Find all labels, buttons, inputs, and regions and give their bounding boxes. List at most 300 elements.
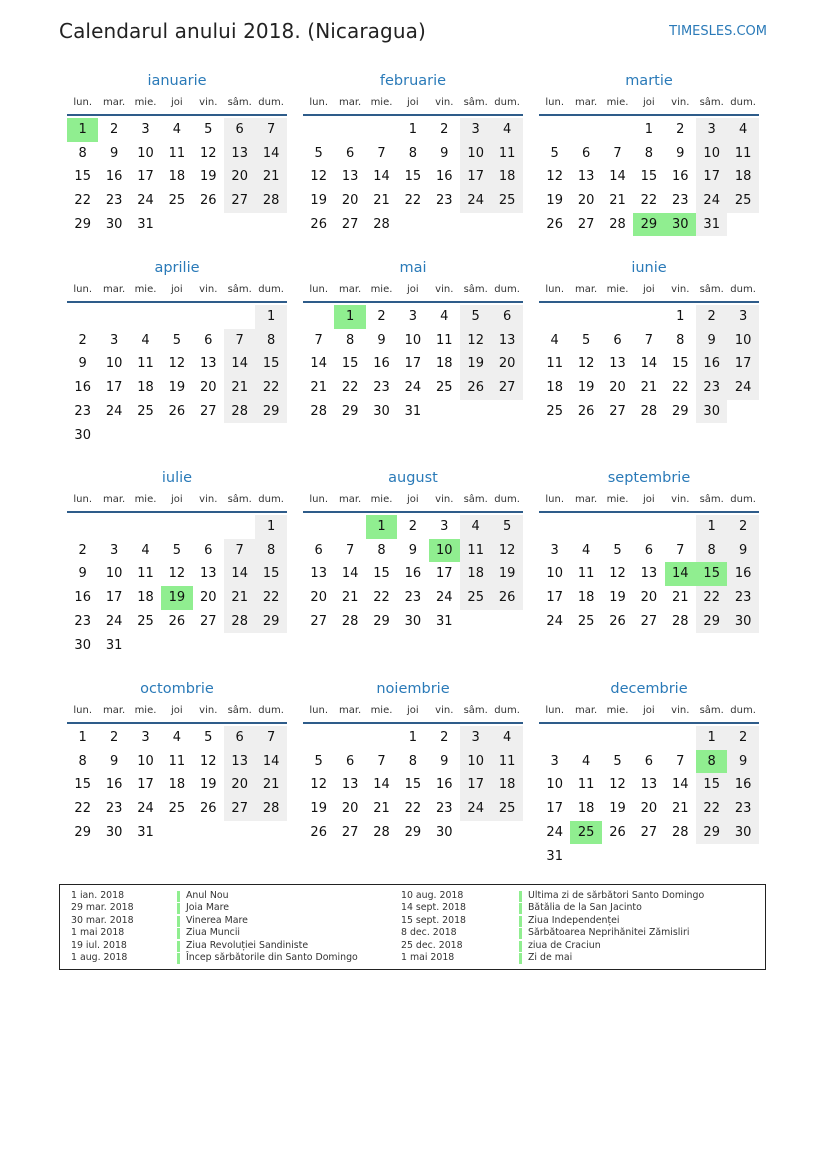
calendar-day: 2 <box>727 726 758 750</box>
weekday-label: mar. <box>102 494 126 505</box>
calendar-day: 28 <box>341 613 359 629</box>
legend-date: 15 sept. 2018 <box>401 914 467 926</box>
calendar-day: 21 <box>341 590 359 606</box>
holiday-day: 29 <box>633 213 664 237</box>
legend-date: 1 aug. 2018 <box>71 951 128 963</box>
weekday-header <box>539 705 759 721</box>
calendar-day: 24 <box>460 189 491 213</box>
calendar-day: 8 <box>408 753 418 769</box>
weekday-label: vin. <box>435 494 454 505</box>
calendar-day: 5 <box>491 515 522 539</box>
calendar-day: 8 <box>408 145 418 161</box>
legend-holiday-name: Sărbătoarea Neprihănitei Zămisliri <box>528 927 690 939</box>
calendar-day: 14 <box>640 356 658 372</box>
calendar-day: 9 <box>727 750 758 774</box>
calendar-day: 19 <box>609 801 626 817</box>
calendar-day: 17 <box>137 777 154 793</box>
calendar-day: 1 <box>696 726 727 750</box>
calendar-day: 7 <box>613 145 622 161</box>
calendar-day: 6 <box>644 542 654 558</box>
calendar-day: 24 <box>546 824 563 840</box>
calendar-day: 19 <box>168 380 186 396</box>
calendar-day: 6 <box>204 542 213 558</box>
month-title: octombrie <box>140 681 214 697</box>
weekday-label: mar. <box>574 284 598 295</box>
calendar-day: 24 <box>137 193 154 209</box>
calendar-day: 15 <box>640 169 658 185</box>
calendar-day: 21 <box>310 380 327 396</box>
calendar-day: 10 <box>137 753 154 769</box>
calendar-day: 3 <box>460 118 491 142</box>
holiday-day: 30 <box>665 213 696 237</box>
weekday-label: lun. <box>73 705 93 716</box>
calendar-day: 28 <box>224 610 255 634</box>
calendar-day: 11 <box>491 750 522 774</box>
weekday-label: joi <box>643 494 655 505</box>
calendar-day: 10 <box>404 332 422 348</box>
calendar-day: 26 <box>609 613 626 629</box>
calendar-day: 26 <box>546 216 563 232</box>
calendar-day: 7 <box>255 118 286 142</box>
header-rule <box>67 511 287 513</box>
calendar-day: 5 <box>204 730 213 745</box>
legend-date: 1 mai 2018 <box>71 927 125 939</box>
calendar-day: 7 <box>676 542 685 558</box>
weekday-label: lun. <box>309 705 329 716</box>
calendar-day: 7 <box>676 753 685 769</box>
weekday-header <box>67 705 287 721</box>
weekday-label: sâm. <box>227 705 252 716</box>
calendar-day: 6 <box>491 305 522 329</box>
calendar-day: 25 <box>436 380 453 396</box>
calendar-day: 9 <box>408 542 418 558</box>
calendar-day: 6 <box>224 118 255 142</box>
holiday-marker <box>177 891 180 902</box>
calendar-day: 6 <box>613 332 622 348</box>
calendar-day: 29 <box>341 403 359 419</box>
weekday-label: sâm. <box>699 284 724 295</box>
calendar-day: 20 <box>200 380 217 396</box>
legend-column <box>401 890 731 964</box>
legend-row <box>71 915 401 927</box>
holiday-day: 1 <box>67 118 98 142</box>
calendar-day: 13 <box>200 356 217 372</box>
calendar-day: 12 <box>200 145 217 161</box>
calendar-day: 27 <box>640 824 658 840</box>
calendar-day: 2 <box>440 730 449 745</box>
page-title: Calendarul anului 2018. (Nicaragua) <box>59 19 426 43</box>
calendar-day: 2 <box>109 730 119 745</box>
calendar-day: 14 <box>373 169 390 185</box>
holiday-day: 10 <box>429 539 460 563</box>
legend-row <box>71 902 401 914</box>
calendar-day: 8 <box>345 332 355 348</box>
calendar-day: 4 <box>172 122 182 137</box>
weekday-label: dum. <box>730 494 756 505</box>
calendar-day: 26 <box>200 801 217 817</box>
calendar-day: 25 <box>168 801 186 817</box>
legend-row <box>401 927 731 939</box>
site-link[interactable]: TIMESLES.COM <box>669 24 767 39</box>
weekday-label: dum. <box>494 284 520 295</box>
calendar-day: 17 <box>436 566 453 582</box>
weekday-label: dum. <box>258 705 284 716</box>
month-title: ianuarie <box>147 73 207 89</box>
calendar-day: 24 <box>696 189 727 213</box>
calendar-day: 1 <box>408 730 418 745</box>
holiday-day: 19 <box>161 586 192 610</box>
calendar-day: 25 <box>491 797 522 821</box>
calendar-day: 3 <box>109 332 119 348</box>
calendar-day: 27 <box>491 376 522 400</box>
weekday-label: vin. <box>199 97 218 108</box>
weekday-label: lun. <box>73 494 93 505</box>
weekday-label: mie. <box>606 705 629 716</box>
calendar-day: 4 <box>581 542 591 558</box>
calendar-day: 25 <box>546 403 563 419</box>
weekday-header <box>303 97 523 113</box>
calendar-day: 12 <box>491 539 522 563</box>
weekday-label: lun. <box>309 494 329 505</box>
calendar-day: 8 <box>696 539 727 563</box>
calendar-day: 11 <box>577 566 595 582</box>
calendar-day: 23 <box>727 797 758 821</box>
calendar-day: 16 <box>404 566 422 582</box>
legend-row <box>401 940 731 952</box>
calendar-day: 5 <box>204 122 213 137</box>
calendar-day: 31 <box>546 848 563 864</box>
calendar-day: 12 <box>546 169 563 185</box>
weekday-label: mar. <box>102 705 126 716</box>
holiday-day: 8 <box>696 750 727 774</box>
calendar-day: 3 <box>141 730 150 745</box>
holiday-legend <box>59 884 766 970</box>
weekday-label: mar. <box>338 97 362 108</box>
legend-date: 29 mar. 2018 <box>71 902 134 914</box>
calendar-day: 16 <box>727 562 758 586</box>
calendar-day: 6 <box>345 753 355 769</box>
calendar-day: 17 <box>404 356 422 372</box>
calendar-day: 27 <box>200 403 217 419</box>
month-title: decembrie <box>610 681 688 697</box>
calendar-day: 21 <box>255 773 286 797</box>
weekday-header <box>303 284 523 300</box>
month-title: august <box>388 470 438 486</box>
calendar-day: 19 <box>310 193 327 209</box>
calendar-day: 23 <box>672 193 689 209</box>
header-rule <box>303 114 523 116</box>
month-title: iulie <box>161 470 193 486</box>
calendar-day: 28 <box>672 613 689 629</box>
calendar-day: 31 <box>137 824 154 840</box>
calendar-day: 17 <box>546 590 563 606</box>
holiday-marker <box>519 903 522 914</box>
calendar-day: 29 <box>74 824 91 840</box>
calendar-day: 19 <box>200 169 217 185</box>
legend-row <box>71 927 401 939</box>
calendar-day: 14 <box>373 777 390 793</box>
weekday-label: sâm. <box>227 284 252 295</box>
calendar-day: 15 <box>255 352 286 376</box>
weekday-label: vin. <box>435 97 454 108</box>
weekday-label: sâm. <box>227 494 252 505</box>
calendar-day: 24 <box>105 403 123 419</box>
weekday-label: mar. <box>574 705 598 716</box>
calendar-day: 7 <box>377 145 386 161</box>
calendar-day: 30 <box>404 613 422 629</box>
calendar-day: 9 <box>78 356 87 372</box>
holiday-marker <box>177 953 180 964</box>
calendar-day: 15 <box>255 562 286 586</box>
weekday-label: dum. <box>730 97 756 108</box>
calendar-day: 3 <box>727 305 758 329</box>
calendar-day: 3 <box>440 519 449 534</box>
calendar-day: 11 <box>577 777 595 793</box>
calendar-day: 19 <box>609 590 626 606</box>
calendar-day: 15 <box>696 773 727 797</box>
weekday-label: mie. <box>134 97 157 108</box>
calendar-day: 30 <box>105 824 123 840</box>
calendar-day: 1 <box>408 122 418 137</box>
calendar-day: 24 <box>105 613 123 629</box>
calendar-day: 10 <box>727 329 758 353</box>
calendar-day: 10 <box>460 142 491 166</box>
calendar-day: 28 <box>255 189 286 213</box>
month-title: mai <box>399 260 427 276</box>
weekday-label: dum. <box>258 494 284 505</box>
calendar-day: 8 <box>644 145 654 161</box>
holiday-marker <box>177 928 180 939</box>
weekday-label: vin. <box>671 97 690 108</box>
weekday-label: joi <box>643 705 655 716</box>
calendar-day: 21 <box>672 801 689 817</box>
calendar-day: 26 <box>310 216 327 232</box>
calendar-day: 4 <box>141 332 150 348</box>
calendar-day: 15 <box>341 356 359 372</box>
calendar-day: 26 <box>460 376 491 400</box>
calendar-day: 7 <box>314 332 323 348</box>
calendar-day: 9 <box>109 145 119 161</box>
legend-holiday-name: Zi de mai <box>528 951 573 963</box>
calendar-day: 13 <box>341 169 359 185</box>
weekday-label: sâm. <box>227 97 252 108</box>
calendar-day: 1 <box>644 122 654 137</box>
calendar-day: 26 <box>609 824 626 840</box>
calendar-day: 23 <box>696 376 727 400</box>
calendar-day: 31 <box>404 403 422 419</box>
weekday-header <box>539 284 759 300</box>
month-title: noiembrie <box>376 681 450 697</box>
calendar-day: 16 <box>696 352 727 376</box>
calendar-day: 9 <box>676 145 685 161</box>
calendar-day: 13 <box>341 777 359 793</box>
calendar-day: 9 <box>440 753 449 769</box>
calendar-day: 8 <box>255 539 286 563</box>
calendar-day: 22 <box>672 380 689 396</box>
legend-holiday-name: Joia Mare <box>186 902 230 914</box>
calendar-day: 17 <box>546 801 563 817</box>
calendar-day: 2 <box>377 309 386 324</box>
weekday-label: vin. <box>671 284 690 295</box>
calendar-day: 25 <box>137 403 154 419</box>
calendar-day: 31 <box>696 213 727 237</box>
calendar-day: 12 <box>310 777 327 793</box>
calendar-day: 23 <box>436 801 453 817</box>
calendar-day: 19 <box>460 352 491 376</box>
calendar-day: 21 <box>609 193 626 209</box>
calendar-day: 22 <box>74 801 91 817</box>
weekday-label: lun. <box>545 494 565 505</box>
calendar-day: 15 <box>74 169 91 185</box>
calendar-day: 18 <box>168 777 186 793</box>
calendar-day: 13 <box>640 566 658 582</box>
calendar-day: 8 <box>676 332 685 348</box>
calendar-day: 1 <box>78 730 87 745</box>
holiday-day: 1 <box>334 305 365 329</box>
calendar-day: 16 <box>74 380 91 396</box>
calendar-day: 3 <box>408 309 418 324</box>
calendar-day: 28 <box>609 216 626 232</box>
calendar-day: 10 <box>546 566 563 582</box>
weekday-header <box>539 97 759 113</box>
weekday-label: mie. <box>370 97 393 108</box>
calendar-day: 26 <box>577 403 595 419</box>
holiday-marker <box>177 941 180 952</box>
calendar-day: 5 <box>613 542 622 558</box>
calendar-day: 9 <box>109 753 119 769</box>
legend-row <box>71 890 401 902</box>
weekday-label: mie. <box>370 284 393 295</box>
calendar-day: 21 <box>224 376 255 400</box>
calendar-day: 26 <box>310 824 327 840</box>
calendar-day: 18 <box>546 380 563 396</box>
calendar-day: 12 <box>168 566 186 582</box>
calendar-day: 4 <box>491 118 522 142</box>
weekday-label: dum. <box>258 97 284 108</box>
calendar-day: 9 <box>78 566 87 582</box>
calendar-day: 20 <box>341 193 359 209</box>
calendar-day: 29 <box>74 216 91 232</box>
calendar-day: 2 <box>440 122 449 137</box>
calendar-day: 19 <box>310 801 327 817</box>
legend-date: 30 mar. 2018 <box>71 914 134 926</box>
calendar-day: 4 <box>727 118 758 142</box>
legend-row <box>71 952 401 964</box>
calendar-day: 22 <box>74 193 91 209</box>
calendar-day: 20 <box>640 590 658 606</box>
calendar-day: 7 <box>345 542 355 558</box>
weekday-label: sâm. <box>463 494 488 505</box>
calendar-day: 19 <box>200 777 217 793</box>
calendar-day: 23 <box>436 193 453 209</box>
calendar-day: 26 <box>168 403 186 419</box>
calendar-day: 21 <box>672 590 689 606</box>
calendar-day: 12 <box>168 356 186 372</box>
weekday-label: mie. <box>606 284 629 295</box>
calendar-day: 4 <box>581 753 591 769</box>
calendar-day: 20 <box>224 165 255 189</box>
holiday-marker <box>519 916 522 927</box>
month-title: iunie <box>631 260 667 276</box>
calendar-day: 17 <box>460 165 491 189</box>
calendar-day: 14 <box>672 777 689 793</box>
holiday-marker <box>177 916 180 927</box>
weekday-label: lun. <box>545 97 565 108</box>
calendar-day: 11 <box>436 332 453 348</box>
weekday-label: joi <box>171 705 183 716</box>
weekday-label: mar. <box>102 284 126 295</box>
calendar-day: 15 <box>74 777 91 793</box>
calendar-day: 11 <box>727 142 758 166</box>
calendar-day: 20 <box>224 773 255 797</box>
calendar-day: 14 <box>224 352 255 376</box>
calendar-day: 9 <box>696 329 727 353</box>
calendar-day: 21 <box>373 193 390 209</box>
calendar-day: 27 <box>224 189 255 213</box>
calendar-day: 24 <box>460 797 491 821</box>
calendar-day: 6 <box>314 542 323 558</box>
calendar-day: 30 <box>436 824 453 840</box>
calendar-day: 13 <box>577 169 595 185</box>
weekday-label: dum. <box>730 284 756 295</box>
weekday-label: vin. <box>671 494 690 505</box>
calendar-day: 16 <box>373 356 390 372</box>
legend-row <box>401 915 731 927</box>
weekday-label: joi <box>643 97 655 108</box>
calendar-day: 28 <box>255 797 286 821</box>
calendar-day: 8 <box>78 145 87 161</box>
weekday-label: vin. <box>199 494 218 505</box>
legend-row <box>401 952 731 964</box>
calendar-day: 3 <box>141 122 150 137</box>
legend-holiday-name: ziua de Craciun <box>528 939 601 951</box>
calendar-day: 5 <box>172 332 182 348</box>
calendar-day: 16 <box>105 169 123 185</box>
holiday-day: 14 <box>665 562 696 586</box>
calendar-day: 21 <box>640 380 658 396</box>
calendar-day: 2 <box>727 515 758 539</box>
header-rule <box>539 511 759 513</box>
calendar-day: 28 <box>373 824 390 840</box>
calendar-day: 12 <box>310 169 327 185</box>
header-rule <box>539 722 759 724</box>
calendar-day: 29 <box>373 613 390 629</box>
calendar-day: 9 <box>377 332 386 348</box>
legend-holiday-name: Încep sărbătorile din Santo Domingo <box>186 951 358 963</box>
calendar-day: 27 <box>341 216 359 232</box>
legend-holiday-name: Ziua Muncii <box>186 927 241 939</box>
weekday-label: mar. <box>102 97 126 108</box>
holiday-marker <box>177 903 180 914</box>
weekday-label: mar. <box>338 705 362 716</box>
legend-date: 19 iul. 2018 <box>71 939 127 951</box>
calendar-day: 20 <box>609 380 626 396</box>
weekday-label: lun. <box>545 705 565 716</box>
calendar-day: 23 <box>74 403 91 419</box>
legend-date: 1 ian. 2018 <box>71 890 125 901</box>
calendar-day: 16 <box>105 777 123 793</box>
calendar-day: 31 <box>105 637 123 653</box>
calendar-day: 29 <box>255 610 286 634</box>
weekday-header <box>67 494 287 510</box>
weekday-label: joi <box>643 284 655 295</box>
weekday-label: mar. <box>338 284 362 295</box>
calendar-day: 29 <box>404 824 422 840</box>
calendar-day: 8 <box>255 329 286 353</box>
calendar-day: 28 <box>224 400 255 424</box>
calendar-day: 31 <box>137 216 154 232</box>
calendar-day: 16 <box>74 590 91 606</box>
